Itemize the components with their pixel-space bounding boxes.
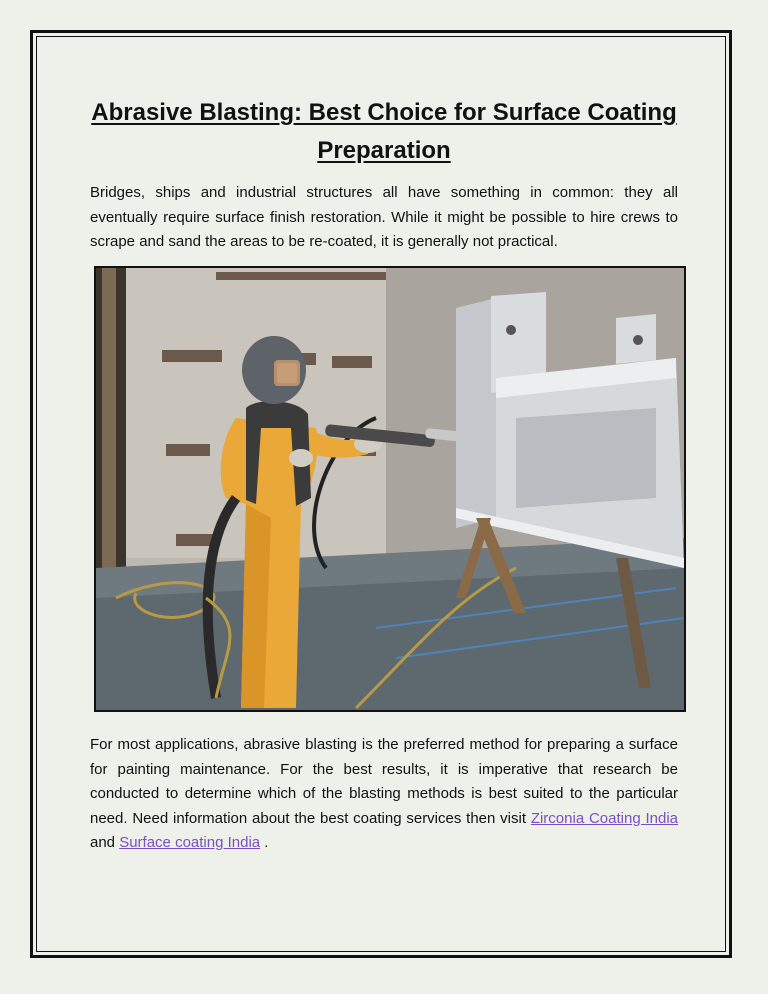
methods-paragraph-text: For most applications, abrasive blasting is the preferred method for preparing a surface for painting maintenance. For the best results, it is imperative that research be conducted to determine which of the blasting methods is best suited to the particular need. Need information about the best coating services then visit [90,736,678,827]
surface-coating-link[interactable]: Surface coating India [119,834,261,851]
ending-text: . [260,834,269,851]
document-title: Abrasive Blasting: Best Choice for Surface Coating Preparation [91,99,677,164]
connector-text: and [90,834,120,851]
zirconia-coating-link[interactable]: Zirconia Coating India [530,809,679,827]
methods-paragraph [90,733,678,856]
intro-paragraph: Bridges, ships and industrial structures all have something in common: they all eventually require surface finish restoration. While it might be possible to hire crews to scrape and sand the areas to be re-coated, it is generally not practical. [90,184,678,250]
abrasive-blasting-photo [94,266,686,712]
